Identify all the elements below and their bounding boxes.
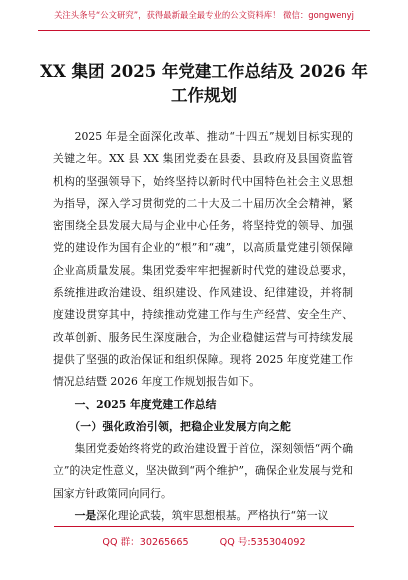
footer-qq-group: QQ 群：30265665: [102, 537, 189, 548]
paragraph-lead: 一是: [74, 509, 97, 523]
paragraph-lead-rest: 深化理论武装，筑牢思想根基。严格执行“第一议: [96, 509, 329, 523]
title-line-1: XX 集团 2025 年党建工作总结及 2026 年: [40, 62, 368, 81]
footer-qq-number: QQ 号:535304092: [219, 537, 306, 548]
paragraph-political-building: 集团党委始终将党的政治建设置于首位，深刻领悟“两个确立”的决定性意义，坚决做到“两个维护”，确保企业发展与党和国家方针政策同向同行。: [53, 442, 353, 500]
title-line-2: 工作规划: [171, 86, 237, 105]
subsection-heading-1: （一）强化政治引领，把稳企业发展方向之舵: [69, 419, 292, 433]
document-body: [53, 126, 353, 527]
section-heading-1: 一、2025 年度党建工作总结: [74, 397, 217, 411]
footer-contacts: [0, 534, 408, 548]
page-footer: [0, 526, 408, 556]
page-header: [0, 6, 408, 33]
header-divider: [38, 30, 370, 31]
paragraph-theory-study: [53, 505, 353, 527]
intro-paragraph: 2025 年是全面深化改革、推动“十四五”规划目标实现的关键之年。XX 县 XX 集团党委在县委、县政府及县国资监管机构的坚强领导下，始终坚持以新时代中国特色社会主义思想为指导，深入学习贯彻党的二十大及二十届历次全会精神，紧密围绕全县发展大局与企业中心任务，将坚持党的领导、加强党的建设作为国有企业的“根”和“魂”，以高质量党建引领保障企业高质量发展。集团党委牢牢把握新时代党的建设总要求，系统推进政治建设、组织建设、作风建设、纪律建设，并将制度建设贯穿其中，持续推动党建工作与生产经营、安全生产、改革创新、服务民生深度融合，为企业稳健运营与可持续发展提供了坚强的政治保证和组织保障。现将 2025 年度党建工作情况总结暨 2026 年度工作规划报告如下。: [53, 130, 353, 389]
header-promo-text: 关注头条号“公文研究”，获得最新最全最专业的公文资料库！ 微信：gongwenyj: [54, 10, 354, 20]
document-title: [30, 60, 378, 108]
footer-divider: [54, 526, 354, 527]
